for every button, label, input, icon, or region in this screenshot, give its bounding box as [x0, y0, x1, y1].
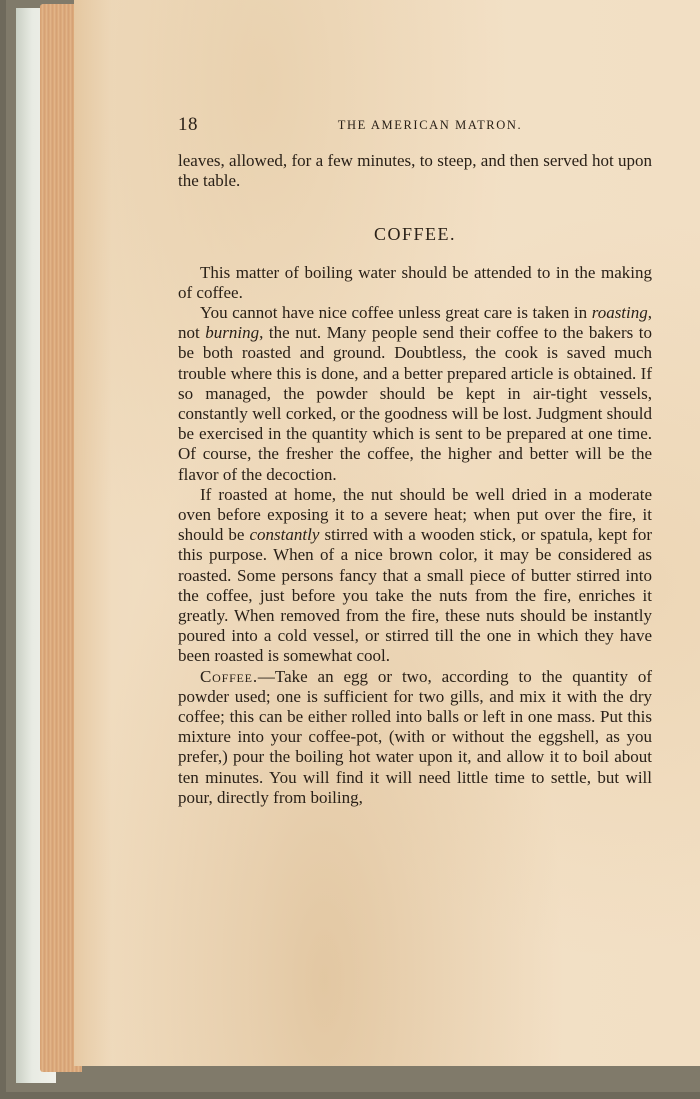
recipe-text: —Take an egg or two, according to the quantity of powder used; one is sufficient for two gills, and mix it with the dry coffee; this can be either rolled into balls or left in one mass. Put this mixture into your coffee-pot, (with or without the eggshell, as you prefer,) pour the boiling hot water upon it, and allow it to boil about ten minutes. You will find it will need little time to settle, but will pour, directly from boiling, [178, 666, 652, 807]
paragraph-coffee-recipe [178, 667, 652, 808]
paragraph-roasting [178, 303, 652, 485]
home-text-1: If roasted at home, the nut should be well dried in a moderate oven before exposing it to a severe heat; when put over the fire, it should be [178, 484, 652, 545]
constantly-italic: constantly [249, 525, 320, 545]
roasting-text-3: , the nut. Many people send their coffee to the bakers to be both roasted and ground. Doubtless, the cook is saved much trouble where this is done, and a better prepared article is obtained. If so managed, the powder should be kept in air-tight vessels, constantly well corked, or the goodness will be lost. Judgment should be exercised in the quantity which is sent to be prepared at one time. Of course, the fresher the coffee, the higher and better will be the flavor of the decoction. [178, 323, 652, 484]
paragraph-roasted-at-home [178, 485, 652, 667]
continuation-paragraph: leaves, allowed, for a few minutes, to steep, and then served hot upon the table. [178, 151, 652, 191]
section-title: COFFEE. [373, 224, 457, 245]
page-number: 18 [178, 114, 198, 135]
running-title: THE AMERICAN MATRON. [337, 118, 523, 132]
book-page [74, 0, 700, 1066]
paragraph-boiling-water: This matter of boiling water should be attended to in the making of coffee. [178, 262, 652, 302]
roasting-italic: roasting [591, 303, 648, 323]
home-text-2: stirred with a wooden stick, or spatula, kept for this purpose. When of a nice brown color, it may be considered as roasted. Some persons fancy that a small piece of butter stirred into the coffee, just before you take the nuts from the fire, enriches it greatly. When removed from the fire, these nuts should be instantly poured into a cold vessel, or stirred till the one in which they have been roasted is somewhat cool. [178, 525, 652, 666]
roasting-text-2: , not [178, 303, 652, 343]
recipe-lead: Coffee. [200, 666, 258, 686]
roasting-text-1: You cannot have nice coffee unless great care is taken in [200, 303, 592, 323]
page-text [178, 151, 652, 808]
running-head [178, 114, 654, 136]
burning-italic: burning [205, 323, 260, 343]
